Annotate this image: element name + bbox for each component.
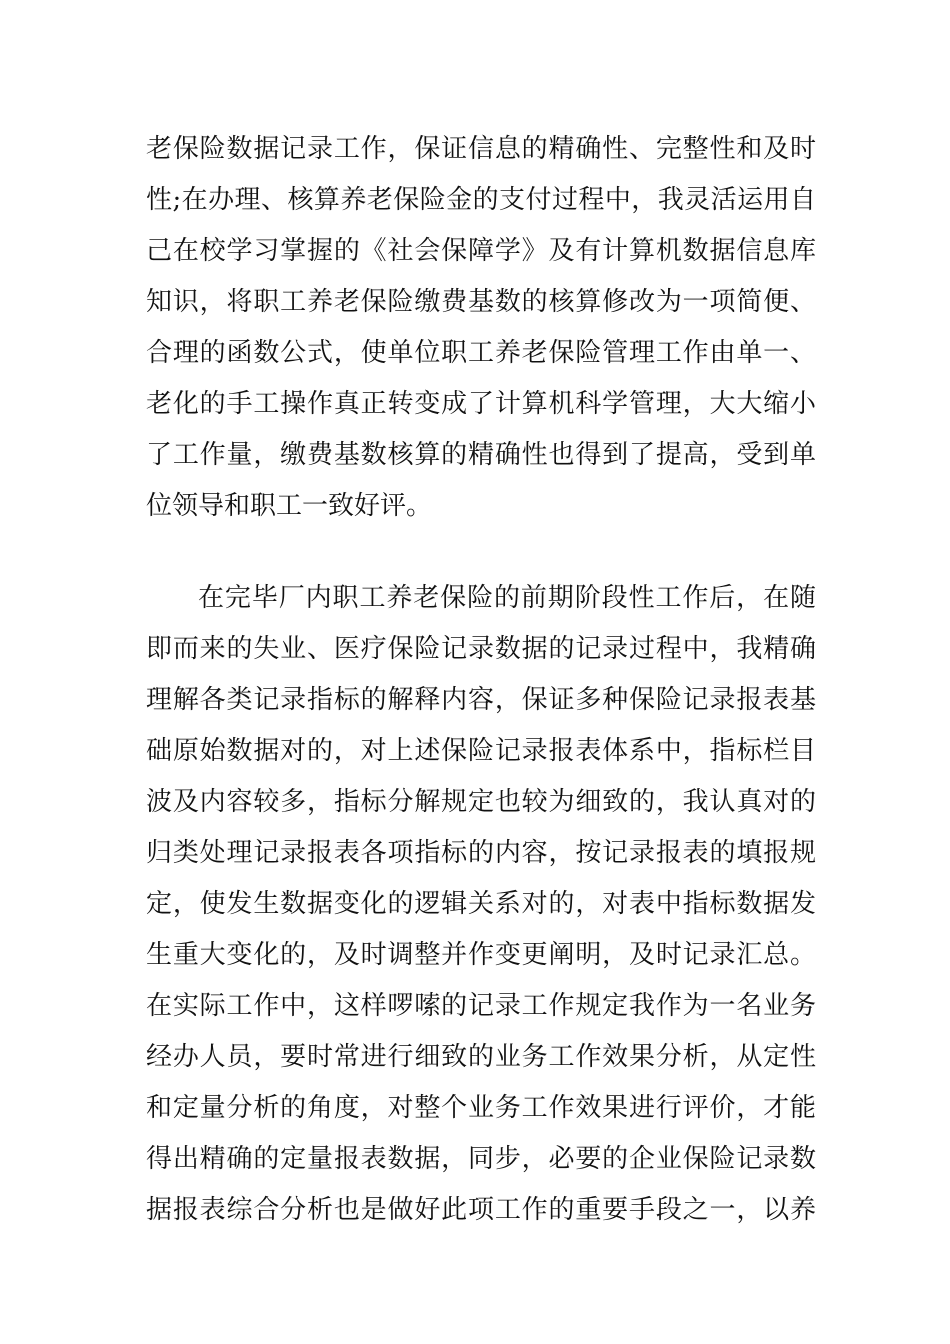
text-line: 础原始数据对的，对上述保险记录报表体系中，指标栏目 [146, 736, 816, 766]
text-line: 知识，将职工养老保险缴费基数的核算修改为一项简便、 [146, 287, 816, 317]
text-line: 波及内容较多，指标分解规定也较为细致的，我认真对的 [146, 787, 816, 817]
text-line: 己在校学习掌握的《社会保障学》及有计算机数据信息库 [146, 236, 816, 266]
text-line: 得出精确的定量报表数据，同步，必要的企业保险记录数 [146, 1144, 816, 1174]
text-line: 性;在办理、核算养老保险金的支付过程中，我灵活运用自 [146, 185, 816, 215]
text-line: 合理的函数公式，使单位职工养老保险管理工作由单一、 [146, 338, 816, 368]
text-line: 定，使发生数据变化的逻辑关系对的，对表中指标数据发 [146, 889, 816, 919]
text-line: 了工作量，缴费基数核算的精确性也得到了提高，受到单 [146, 440, 816, 470]
text-line: 生重大变化的，及时调整并作变更阐明，及时记录汇总。 [146, 940, 816, 970]
text-line: 归类处理记录报表各项指标的内容，按记录报表的填报规 [146, 838, 816, 868]
text-line: 即而来的失业、医疗保险记录数据的记录过程中，我精确 [146, 634, 816, 664]
text-line: 老保险数据记录工作，保证信息的精确性、完整性和及时 [146, 134, 816, 164]
text-line: 在实际工作中，这样啰嗦的记录工作规定我作为一名业务 [146, 991, 816, 1021]
paragraph-2 [146, 573, 816, 1236]
text-line: 和定量分析的角度，对整个业务工作效果进行评价，才能 [146, 1093, 816, 1123]
text-line: 老化的手工操作真正转变成了计算机科学管理，大大缩小 [146, 389, 816, 419]
paragraph-1 [146, 124, 816, 532]
text-line: 据报表综合分析也是做好此项工作的重要手段之一，以养 [146, 1195, 816, 1225]
text-line: 经办人员，要时常进行细致的业务工作效果分析，从定性 [146, 1042, 816, 1072]
text-line: 在完毕厂内职工养老保险的前期阶段性工作后，在随 [198, 583, 816, 613]
text-line: 位领导和职工一致好评。 [146, 491, 433, 521]
text-line: 理解各类记录指标的解释内容，保证多种保险记录报表基 [146, 685, 816, 715]
